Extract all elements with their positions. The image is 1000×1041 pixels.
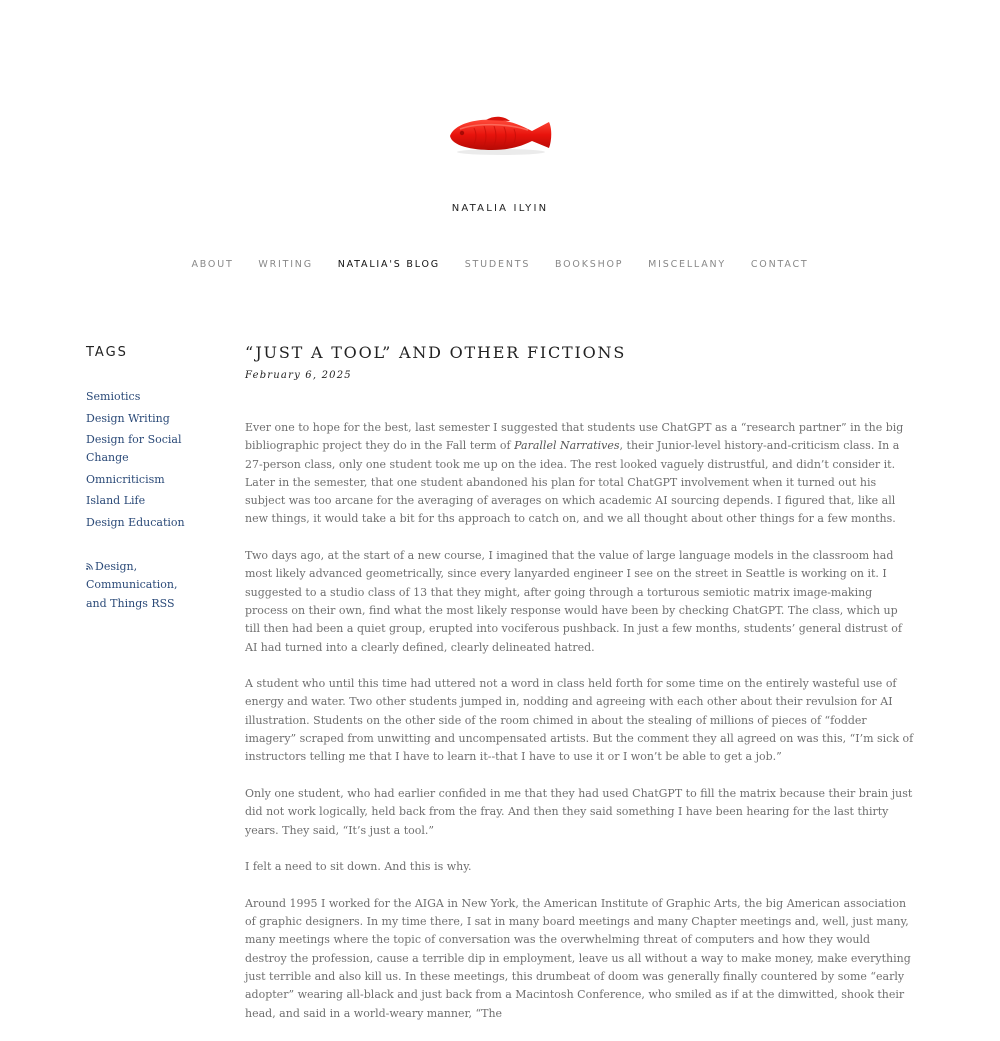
post-title: “JUST A TOOL” AND OTHER FICTIONS bbox=[245, 343, 627, 362]
rss-label: Design, Communication, and Things RSS bbox=[86, 559, 178, 610]
tag-link-island-life[interactable]: Island Life bbox=[86, 494, 146, 507]
tag-link-omnicriticism[interactable]: Omnicriticism bbox=[86, 472, 165, 486]
post-paragraph: A student who until this time had uttered not a word in class held forth for some time on the entirely wasteful use of energy and water. Two other students jumped in, nodding and agreeing with each other about their revulsion for AI illustration. Students on the other side of the room chimed in about the stealing of millions of pieces of “fodder imagery” scraped from unwitting and uncompensated artists. But the comment they all agreed on was this, “I’m sick of instructors telling me that I have to learn it--that I have to use it or I won’t be able to get a job.” bbox=[245, 677, 914, 764]
post-paragraph: I felt a need to sit down. And this is why. bbox=[245, 860, 472, 874]
sidebar bbox=[86, 345, 196, 613]
tag-link-design-for-social-change[interactable]: Design for Social Change bbox=[86, 433, 182, 464]
site-name[interactable]: NATALIA ILYIN bbox=[451, 203, 549, 214]
post-paragraph: Two days ago, at the start of a new course, I imagined that the value of large language models in the classroom had most likely advanced geometrically, since every lanyarded engineer I see on the street in Seattle is working on it. I suggested to a studio class of 13 that they might, after going through a torturous semiotic matrix image-making process on their own, find what the most likely response would have been by checking ChatGPT. The class, which up till then had been a quiet group, erupted into vociferous pushback. In just a few months, students’ general distrust of AI had turned into a clearly defined, clearly delineated hatred. bbox=[245, 549, 902, 654]
tags-heading: TAGS bbox=[86, 345, 128, 360]
tag-link-semiotics[interactable]: Semiotics bbox=[86, 390, 141, 403]
post-date: February 6, 2025 bbox=[245, 370, 352, 381]
logo[interactable] bbox=[446, 114, 556, 158]
rss-link[interactable] bbox=[86, 558, 196, 614]
nav-item-bookshop[interactable]: BOOKSHOP bbox=[555, 259, 624, 270]
nav-item-natalias-blog[interactable]: NATALIA'S BLOG bbox=[337, 259, 440, 270]
post-paragraph: Only one student, who had earlier confided in me that they had used ChatGPT to fill the matrix because their brain just did not work logically, held back from the fray. And then they said something I have been hearing for the last thirty years. They said, “It’s just a tool.” bbox=[245, 786, 913, 837]
post-paragraph: Around 1995 I worked for the AIGA in New York, the American Institute of Graphic Arts, the big American association of graphic designers. In my time there, I sat in many board meetings and many Chapter meetings and, well, just many, many meetings where the topic of conversation was the overwhelming threat of computers and how they would destroy the profession, cause a terrible dip in employment, leave us all without a way to make money, make everything just terrible and also kill us. In these meetings, this drumbeat of doom was generally finally countered by some “early adopter” wearing all-black and just back from a Macintosh Conference, who smiled as if at the dimwitted, shook their head, and said in a world-weary manner, “The bbox=[245, 896, 911, 1020]
blog-post bbox=[245, 343, 915, 1041]
nav-item-writing[interactable]: WRITING bbox=[258, 259, 313, 270]
post-paragraph: Ever one to hope for the best, last semester I suggested that students use ChatGPT as a “research partner” in the big bibliographic project they do in the Fall term of Parallel Narratives, their Junior-level history-and-criticism class. In a 27-person class, only one student took me up on the idea. The rest looked vaguely distrustful, and didn’t consider it. Later in the semester, that one student abandoned his plan for total ChatGPT involvement when it turned out his subject was too arcane for the averaging of averages on which academic AI sourcing depends. I figured that, like all new things, it would take a bit for ths approach to catch on, and we all thought about other things for a few months. bbox=[245, 421, 904, 526]
main-nav bbox=[0, 259, 1000, 270]
nav-item-students[interactable]: STUDENTS bbox=[464, 259, 531, 270]
tag-link-design-writing[interactable]: Design Writing bbox=[86, 411, 170, 425]
nav-item-contact[interactable]: CONTACT bbox=[750, 259, 809, 270]
post-content bbox=[245, 419, 915, 1023]
nav-item-miscellany[interactable]: MISCELLANY bbox=[648, 259, 727, 270]
nav-item-about[interactable]: ABOUT bbox=[191, 259, 234, 270]
tag-link-design-education[interactable]: Design Education bbox=[86, 515, 185, 529]
rss-icon bbox=[86, 563, 93, 570]
red-fish-icon bbox=[446, 114, 556, 158]
